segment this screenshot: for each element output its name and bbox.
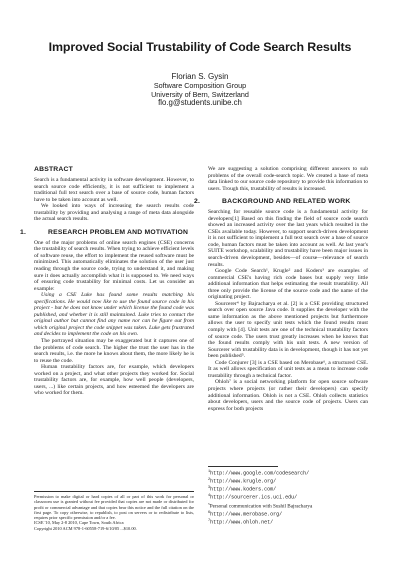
section-2-title: BACKGROUND AND RELATED WORK — [222, 198, 351, 206]
paper-title: Improved Social Trustability of Code Search Results — [48, 40, 352, 54]
footnote-link[interactable]: http://www.koders.com/ — [210, 486, 277, 493]
footnote-marker: 6 — [208, 510, 211, 515]
affiliation-university: University of Bern, Switzerland — [151, 89, 249, 99]
footnote-marker: 3 — [208, 485, 211, 490]
footnote-link[interactable]: http://sourcerer.ics.uci.edu/ — [210, 494, 298, 501]
affiliation-group: Software Composition Group — [153, 81, 247, 90]
section-2-paragraph-3: Sourcerer⁴ by Bajracharya et al. [2] is a CSE providing structured search over open source Java code. It supplies the developer with the same information as the above mentioned projects but furthermore allows the user to specify unit tests which the found results must comply with [4]. Unit tests are one of the technical trustability factors of source code. The users trust greatly increases when he knows that the found results comply with his unit tests. A new version of Sourcerer with trustability data is in development, though it has not yet been published⁵. — [208, 300, 368, 360]
abstract-paragraph-1: Search is a fundamental activity in software development. However, to search source code efficiently, it is not sufficient to implement a traditional full text search over a base of source code, human factors have to be taken into account as well. — [34, 177, 194, 203]
intro-continuation-paragraph: We are suggesting a solution comprising different answers to sub problems of the overall code-search topic. We created a base of meta data linked to our source code repository to provide this information to users. Trough this, trustability of results is increased. — [208, 166, 368, 192]
footnote-1[interactable] — [208, 469, 368, 477]
right-column — [194, 166, 368, 412]
footnote-2[interactable] — [208, 477, 368, 485]
footnote-marker: 1 — [208, 470, 211, 474]
footnote-link[interactable]: http://www.merobase.org/ — [210, 511, 283, 518]
footnote-4[interactable] — [208, 493, 368, 501]
abstract-paragraph-2: We looked into ways of increasing the search results code trustability by providing and analysing a range of meta data alongside the actual search results. — [34, 203, 194, 223]
conference-venue: ICSE '10, May 2-8 2010, Cape Town, South Africa — [34, 520, 124, 526]
footnote-text: Personal communication with Sushil Bajracharya — [209, 503, 313, 510]
section-1-number: 1. — [20, 228, 27, 236]
footnote-marker: 2 — [208, 477, 211, 482]
abstract-heading: ABSTRACT — [34, 166, 73, 173]
section-1-heading — [20, 228, 194, 237]
section-2-paragraph-4: Code Conjurer [3] is a CSE based on Merobase⁶, a structured CSE. It as well allows specification of unit tests as a mean to increase code trustability through a technical factor. — [208, 359, 368, 379]
author-email[interactable]: flo.g@students.unibe.ch — [158, 98, 242, 108]
section-1-example-paragraph: Using a CSE Luke has found some results matching his specifications. He would now like to use the found source code in his project - but he does not know under which license the found code was published, and whether it is still maintained. Luke tries to contact the original author but cannot find any name nor can he figure out from which original project the code snippet was taken. Luke gets frustrated and decides to implement the code on his own. — [34, 292, 194, 338]
section-1-title: RESEARCH PROBLEM AND MOTIVATION — [48, 228, 189, 236]
section-2-number: 2. — [194, 198, 201, 206]
footnote-marker: 4 — [208, 493, 211, 498]
footnotes — [208, 469, 368, 526]
section-1-paragraph-3: The portrayed situation may be exaggerated but it captures one of the problems of code search. The higher the trust the user has in the search results, i.e. the more he knows about them, the more likely he is to reuse the code. — [34, 338, 194, 364]
permission-text: Permission to make digital or hard copies of all or part of this work for personal or classroom use is granted without fee provided that copies are not made or distributed for profit or commercial advantage and that copies bear this notice and the full citation on the first page. To copy otherwise, to republish, to post on servers or to redistribute to lists, requires prior specific permission and/or a fee. — [34, 494, 194, 521]
author-block — [0, 72, 400, 108]
author-name: Florian S. Gysin — [171, 72, 229, 81]
footnote-link[interactable]: http://www.krugle.org/ — [210, 478, 277, 485]
footnote-link[interactable]: http://www.ohloh.net/ — [210, 519, 274, 526]
footnote-link[interactable]: http://www.google.com/codesearch/ — [210, 470, 310, 477]
footnote-rule — [208, 466, 278, 467]
section-1-paragraph-4: Human trustability factors are, for example, which developers worked on a project, and what other projects they worked for. Social trustability factors are, for example, how well people (developers, users, ...) like certain projects, and how esteemed the developers are who worked for them. — [34, 364, 194, 397]
footnote-marker: 5 — [208, 501, 210, 506]
section-1-paragraph-1: One of the major problems of online search engines (CSE) concerns the trustability of search results. When trying to achieve efficient levels of software reuse, the effort to implement the reused software must be minimized. This automatically eliminates the solution of the user just reading through the source code, trying to understand it, and making sure it does actually accomplish what it is supposed to. We need ways of ensuring code trustability for minimal costs. Let us consider an example: — [34, 239, 194, 292]
section-2-paragraph-2: Google Code Search¹, Krugle² and Koders³ are examples of commercial CSE's having rich code bases but supply very little additional information that helps estimating the result trustability. All three only provide the license of the source code and the name of the originating project. — [208, 268, 368, 301]
permission-notice — [34, 491, 194, 531]
footnote-6[interactable] — [208, 510, 368, 518]
section-2-paragraph-5: Ohloh⁷ is a social networking platform for open source software projects where projects (or rather their developers) can specify additional information. Ohloh is not a CSE. Ohloh collects statistics about developers, users and the source code of projects. Users can express for both projects — [208, 379, 368, 412]
section-2-paragraph-1: Searching for reusable source code is a fundamental activity for developers[1] Based on this finding the field of source code search showed an increased activity over the last years which resulted in the CSEs available today. However, to support search-driven development it is not sufficient to implement a full text search over a base of source code, human factors must be taken into account as well. At last year's SUITE workshop, scalability and trustability have been major issues in search-driven development, besides—of course—relevance of search results. — [208, 209, 368, 268]
section-2-heading — [194, 198, 368, 206]
footnote-marker: 7 — [208, 518, 211, 523]
footnote-5 — [208, 501, 368, 510]
copyright-line: Copyright 2010 ACM 978-1-60558-719-6/10/05 ...$10.00. — [34, 525, 137, 531]
left-column — [20, 166, 194, 397]
permission-rule — [34, 491, 194, 492]
footnote-7[interactable] — [208, 518, 368, 526]
footnote-3[interactable] — [208, 485, 368, 493]
